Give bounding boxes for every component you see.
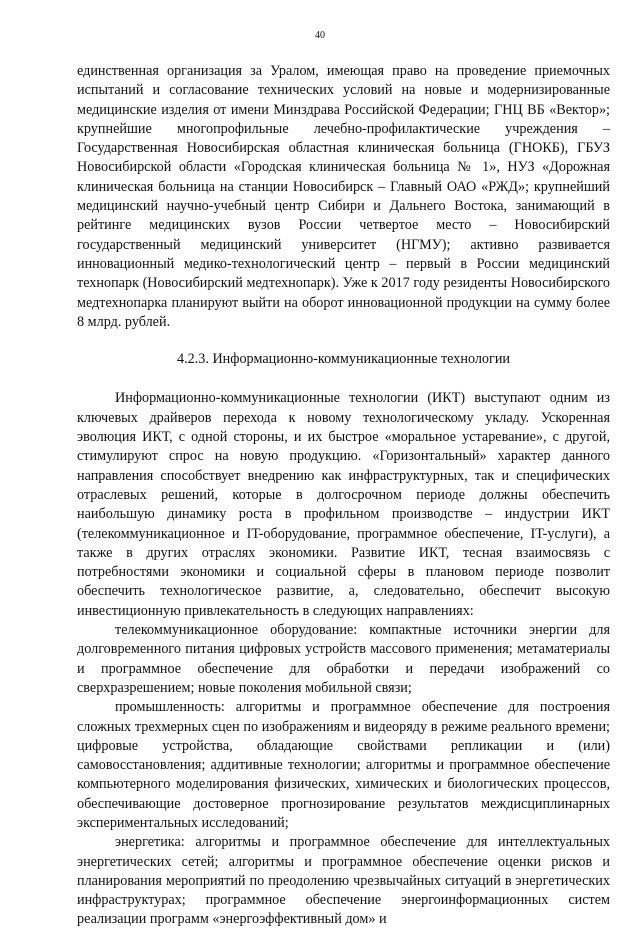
paragraph-energy: энергетика: алгоритмы и программное обеспечение для интеллектуальных энергетических сетей; алгоритмы и программное обеспечение оценки рисков и планирования мероприятий по преодолению чрезвычайных ситуаций в энергетических инфраструктурах; программное обеспечение энергоинформационных систем реализации программ «энергоэффективный дом» и — [77, 834, 610, 928]
paragraph-continuation: единственная организация за Уралом, имеющая право на проведение приемочных испытаний и согласование технических условий на новые и модернизированные медицинские изделия от имени Минздрава Российской Федерации; ГНЦ ВБ «Вектор»; крупнейшие многопрофильные лечебно-профилактические учреждения – Государственная Новосибирская областная клиническая больница (ГНОКБ), ГБУЗ Новосибирской области «Городская клиническая больница № 1», НУЗ «Дорожная клиническая больница на станции Новосибирск – Главный ОАО «РЖД»; крупнейший медицинский научно-учебный центр Сибири и Дальнего Востока, занимающий в рейтинге медицинских вузов России четвертое место – Новосибирский государственный медицинский университет (НГМУ); активно развивается инновационный медико-технологический центр – первый в России медицинский технопарк (Новосибирский медтехнопарк). Уже к 2017 году резиденты Новосибирского медтехнопарка планируют выйти на оборот инновационной продукции на сумму более 8 млрд. рублей. — [77, 63, 610, 330]
section-heading: 4.2.3. Информационно-коммуникационные технологии — [176, 351, 511, 368]
document-body — [77, 62, 610, 930]
page-number: 40 — [315, 30, 325, 41]
paragraph-telecom: телекоммуникационное оборудование: компактные источники энергии для долговременного питания цифровых устройств массового применения; метаматериалы и программное обеспечение для обработки и передачи изображений со сверхразрешением; новые поколения мобильной связи; — [77, 622, 610, 696]
paragraph-intro: Информационно-коммуникационные технологии (ИКТ) выступают одним из ключевых драйверов перехода к новому технологическому укладу. Ускоренная эволюция ИКТ, с одной стороны, и их быстрое «моральное устаревание», с другой, стимулируют спрос на новую продукцию. «Горизонтальный» характер данного направления способствует внедрению как инфраструктурных, так и специфических отраслевых решений, которые в долгосрочном периоде должны обеспечить наибольшую динамику роста в профильном производстве – индустрии ИКТ (телекоммуникационное и IT-оборудование, программное обеспечение, IT-услуги), а также в других отраслях экономики. Развитие ИКТ, тесная взаимосвязь с потребностями экономики и социальной сферы в плановом периоде позволит обеспечить технологическое развитие, а, следовательно, обеспечит высокую инвестиционную привлекательность в следующих направлениях: — [77, 390, 610, 619]
paragraph-industry: промышленность: алгоритмы и программное обеспечение для построения сложных трехмерных сцен по изображениям и видеоряду в режиме реального времени; цифровые устройства, обладающие свойствами репликации и (или) самовосстановления; аддитивные технологии; алгоритмы и программное обеспечение компьютерного моделирования физических, химических и биологических процессов, обеспечивающие достоверное прогнозирование результатов междисциплинарных экспериментальных исследований; — [77, 699, 610, 831]
